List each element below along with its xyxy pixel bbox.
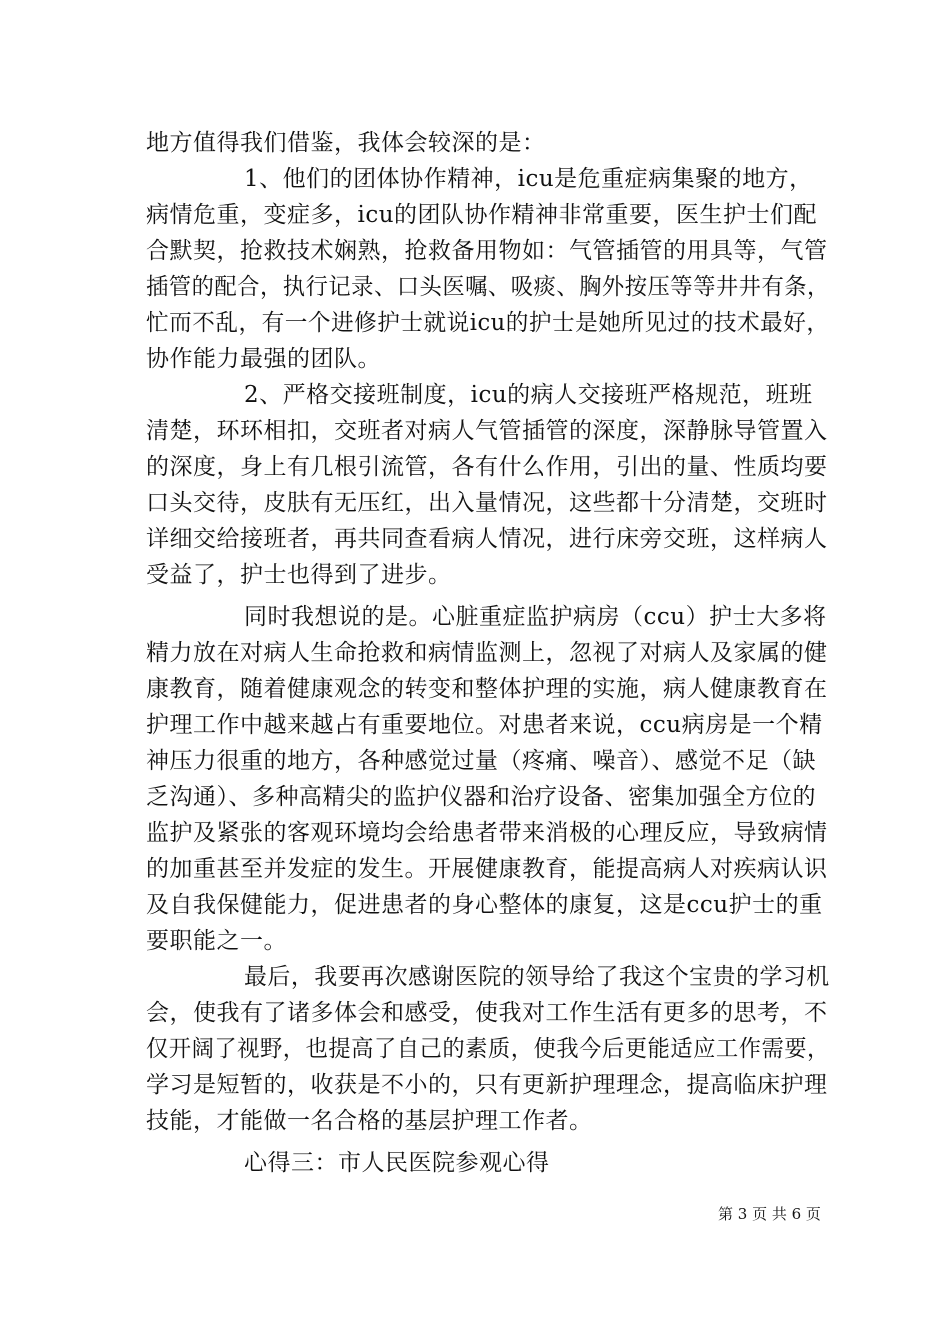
text-line: 康教育，随着健康观念的转变和整体护理的实施，病人健康教育在 xyxy=(146,676,828,702)
text-line: 的加重甚至并发症的发生。开展健康教育，能提高病人对疾病认识 xyxy=(146,856,828,882)
text-line: 的深度，身上有几根引流管，各有什么作用，引出的量、性质均要 xyxy=(146,454,828,480)
text-line: 学习是短暂的，收获是不小的，只有更新护理理念，提高临床护理 xyxy=(146,1072,828,1098)
text-line: 会，使我有了诸多体会和感受，使我对工作生活有更多的思考，不 xyxy=(146,1000,828,1026)
text-line: 神压力很重的地方，各种感觉过量（疼痛、噪音）、感觉不足（缺 xyxy=(146,748,816,774)
text-line: 地方值得我们借鉴，我体会较深的是： xyxy=(146,130,546,156)
text-line: 要职能之一。 xyxy=(146,928,287,954)
text-line: 精力放在对病人生命抢救和病情监测上，忽视了对病人及家属的健 xyxy=(146,640,828,666)
text-line: 协作能力最强的团队。 xyxy=(146,346,381,372)
text-line: 及自我保健能力，促进患者的身心整体的康复，这是ccu护士的重 xyxy=(146,892,823,918)
text-line: 护理工作中越来越占有重要地位。对患者来说，ccu病房是一个精 xyxy=(146,712,823,738)
paragraph-2-start: 2、严格交接班制度，icu的病人交接班严格规范，班班 xyxy=(244,382,813,408)
text-line: 详细交给接班者，再共同查看病人情况，进行床旁交班，这样病人 xyxy=(146,526,828,552)
text-line: 监护及紧张的客观环境均会给患者带来消极的心理反应，导致病情 xyxy=(146,820,828,846)
text-line: 受益了，护士也得到了进步。 xyxy=(146,562,452,588)
paragraph-1-start: 1、他们的团体协作精神，icu是危重症病集聚的地方， xyxy=(244,166,813,192)
text-line: 病情危重，变症多，icu的团队协作精神非常重要，医生护士们配 xyxy=(146,202,818,228)
text-line: 口头交待，皮肤有无压红，出入量情况，这些都十分清楚，交班时 xyxy=(146,490,828,516)
text-line: 合默契，抢救技术娴熟，抢救备用物如：气管插管的用具等，气管 xyxy=(146,238,828,264)
page-number-footer: 第 3 页 共 6 页 xyxy=(718,1205,821,1223)
section-heading: 心得三：市人民医院参观心得 xyxy=(244,1150,550,1176)
text-line: 插管的配合，执行记录、口头医嘱、吸痰、胸外按压等等井井有条， xyxy=(146,274,830,300)
text-line: 清楚，环环相扣，交班者对病人气管插管的深度，深静脉导管置入 xyxy=(146,418,828,444)
text-line: 乏沟通）、多种高精尖的监护仪器和治疗设备、密集加强全方位的 xyxy=(146,784,816,810)
paragraph-4-start: 最后，我要再次感谢医院的领导给了我这个宝贵的学习机 xyxy=(244,964,830,990)
text-line: 仅开阔了视野，也提高了自己的素质，使我今后更能适应工作需要， xyxy=(146,1036,830,1062)
text-line: 技能，才能做一名合格的基层护理工作者。 xyxy=(146,1108,593,1134)
text-line: 忙而不乱，有一个进修护士就说icu的护士是她所见过的技术最好， xyxy=(146,310,830,336)
paragraph-3-start: 同时我想说的是。心脏重症监护病房（ccu）护士大多将 xyxy=(244,604,827,630)
